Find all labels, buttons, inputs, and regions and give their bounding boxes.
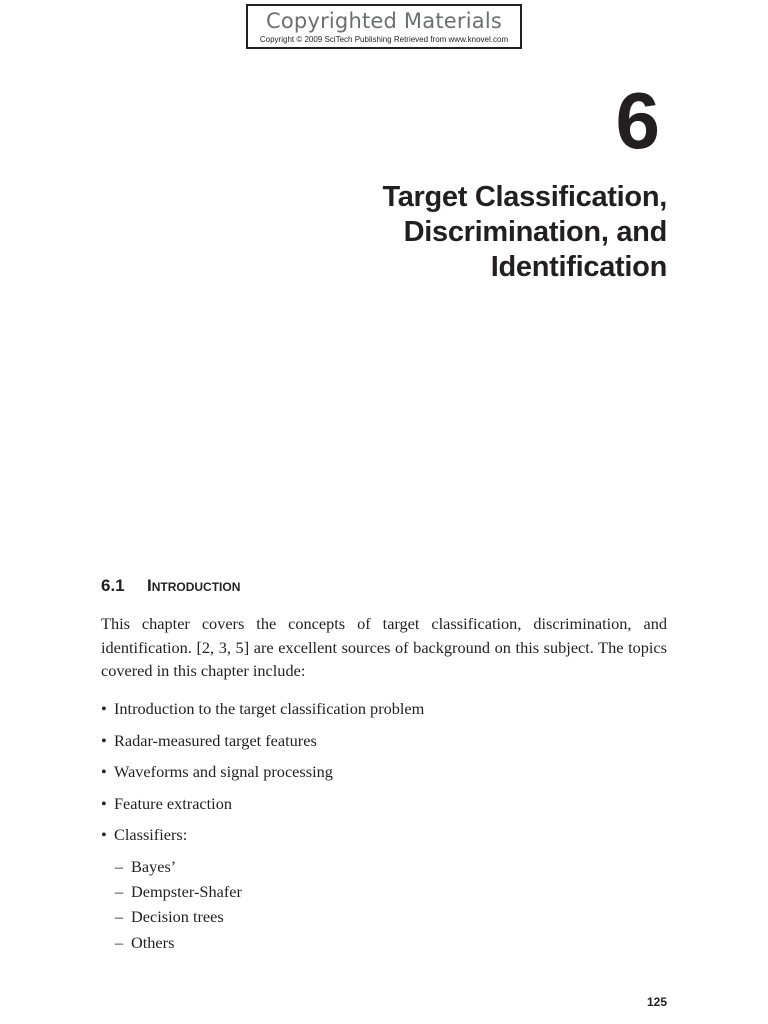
dash-icon: – xyxy=(115,857,124,876)
sublist-item-text: Decision trees xyxy=(131,907,224,927)
bullet-icon: • xyxy=(101,762,107,781)
chapter-title-line: Identification xyxy=(490,251,667,283)
list-item-text: Waveforms and signal processing xyxy=(114,762,333,781)
banner-title: Copyrighted Materials xyxy=(266,9,502,33)
chapter-number: 6 xyxy=(615,76,660,165)
dash-icon: – xyxy=(115,932,124,952)
list-item xyxy=(101,731,667,751)
list-item xyxy=(101,762,667,782)
chapter-title xyxy=(247,180,667,285)
section-number: 6.1 xyxy=(101,576,125,595)
bullet-icon: • xyxy=(101,793,107,813)
chapter-title-line: Target Classification, xyxy=(382,181,667,213)
bullet-icon: • xyxy=(101,699,107,718)
sublist-item xyxy=(115,907,242,927)
section-heading xyxy=(101,575,240,597)
page-number: 125 xyxy=(646,995,667,1009)
sublist-item xyxy=(115,933,242,953)
chapter-title-line: Discrimination, and xyxy=(403,216,667,248)
list-item xyxy=(101,699,667,719)
dash-icon: – xyxy=(115,882,124,902)
sublist-item xyxy=(115,882,242,902)
list-item xyxy=(101,794,667,814)
list-item xyxy=(101,825,667,845)
sublist-item xyxy=(115,857,242,877)
list-item-text: Radar-measured target features xyxy=(114,730,317,750)
topic-list xyxy=(101,699,667,857)
list-item-text: Feature extraction xyxy=(114,793,232,813)
list-item-text: Classifiers: xyxy=(114,825,188,844)
intro-paragraph: This chapter covers the concepts of target classification, discrimination, and identification. [2, 3, 5] are excellent sources of background on this subject. The topics covered in this chapter include: xyxy=(101,614,667,680)
dash-icon: – xyxy=(115,907,124,927)
copyright-banner xyxy=(246,4,522,49)
banner-subtitle: Copyright © 2009 SciTech Publishing Retrieved from www.knovel.com xyxy=(259,35,509,44)
section-title: Introduction xyxy=(147,576,241,595)
list-item-text: Introduction to the target classification problem xyxy=(114,699,425,718)
classifier-sublist xyxy=(115,857,242,958)
bullet-icon: • xyxy=(101,730,107,750)
bullet-icon: • xyxy=(101,825,107,844)
sublist-item-text: Bayes’ xyxy=(131,857,177,876)
sublist-item-text: Others xyxy=(131,932,175,952)
sublist-item-text: Dempster-Shafer xyxy=(131,882,242,902)
